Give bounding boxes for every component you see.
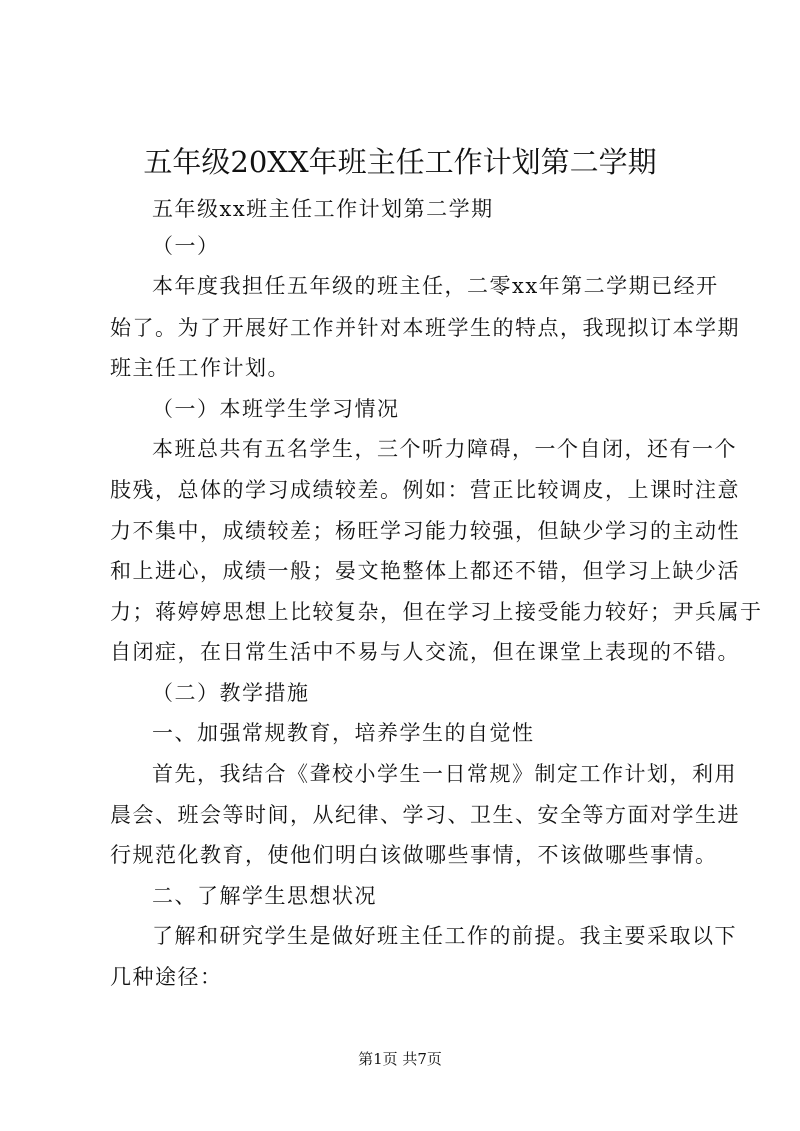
- page-footer: 第1页 共7页: [358, 1050, 442, 1068]
- paragraph-line: 晨会、班会等时间，从纪律、学习、卫生、安全等方面对学生进: [110, 803, 740, 827]
- section-marker: （一）: [152, 234, 220, 258]
- paragraph-line: 力；蒋婷婷思想上比较复杂，但在学习上接受能力较好；尹兵属于: [110, 600, 763, 624]
- paragraph-line: 几种途径：: [110, 965, 223, 989]
- paragraph-line: 自闭症，在日常生活中不易与人交流，但在课堂上表现的不错。: [110, 640, 740, 664]
- paragraph-line: 力不集中，成绩较差；杨旺学习能力较强，但缺少学习的主动性: [110, 519, 740, 543]
- paragraph-line: 行规范化教育，使他们明白该做哪些事情，不该做哪些事情。: [110, 843, 718, 867]
- paragraph-line: 本班总共有五名学生，三个听力障碍，一个自闭，还有一个: [152, 437, 737, 461]
- subsection-heading: 二、了解学生思想状况: [152, 884, 377, 908]
- paragraph-line: 和上进心，成绩一般；晏文艳整体上都还不错，但学习上缺少活: [110, 559, 740, 583]
- section-heading: （一）本班学生学习情况: [152, 397, 400, 421]
- paragraph-line: 班主任工作计划。: [110, 356, 290, 380]
- paragraph-line: 首先，我结合《聋校小学生一日常规》制定工作计划，利用: [152, 762, 737, 786]
- paragraph-line: 肢残，总体的学习成绩较差。例如：营正比较调皮，上课时注意: [110, 478, 740, 502]
- subsection-heading: 一、加强常规教育，培养学生的自觉性: [152, 721, 535, 745]
- paragraph-line: 本年度我担任五年级的班主任，二零xx年第二学期已经开: [152, 274, 719, 298]
- subtitle-line: 五年级xx班主任工作计划第二学期: [152, 197, 494, 221]
- section-heading: （二）教学措施: [152, 681, 310, 705]
- document-title: 五年级20XX年班主任工作计划第二学期: [143, 145, 657, 179]
- paragraph-line: 了解和研究学生是做好班主任工作的前提。我主要采取以下: [152, 924, 737, 948]
- paragraph-line: 始了。为了开展好工作并针对本班学生的特点，我现拟订本学期: [110, 316, 740, 340]
